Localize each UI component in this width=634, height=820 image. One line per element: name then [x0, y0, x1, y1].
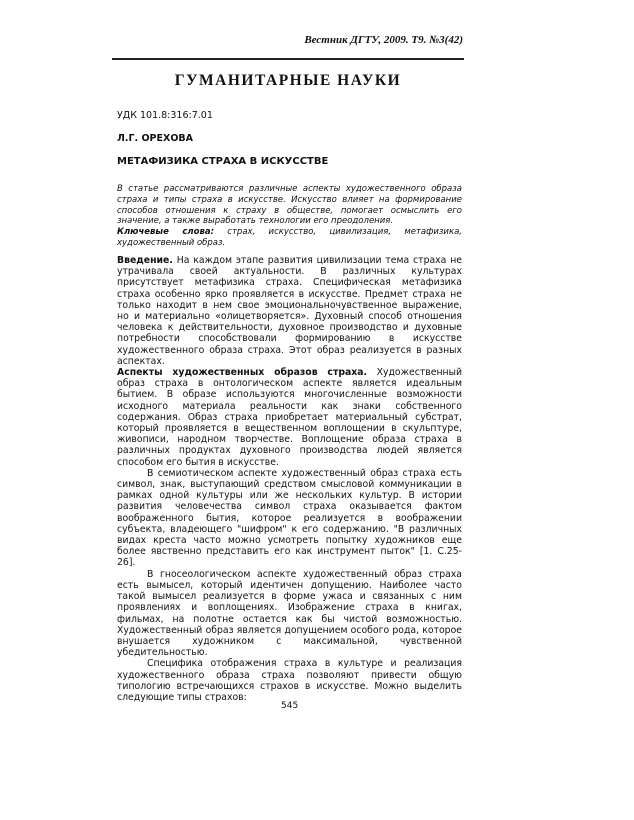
intro-lead: Введение.: [117, 255, 173, 266]
section-title: ГУМАНИТАРНЫЕ НАУКИ: [174, 72, 402, 89]
aspects-text: Художественный образ страха в онтологическом аспекте является идеальным бытием. В образе используются многочисленные возможности исходного материала реальности как знаки собственного содержания. Образ страха приобретает материальный субстрат, который проявляется в вещественном воплощении в скульптуре, живописи, народном творчестве. Воплощение образа страха в различных продуктах духовного производства людей является способом его бытия в искусстве.: [117, 367, 462, 468]
keywords-label: Ключевые слова:: [117, 227, 215, 238]
article-title: МЕТАФИЗИКА СТРАХА В ИСКУССТВЕ: [117, 156, 329, 167]
author-name: Л.Г. ОРЕХОВА: [117, 133, 193, 144]
page-number: 545: [281, 701, 299, 711]
article-body: [117, 255, 462, 703]
abstract-text: В статье рассматриваются различные аспекты художественного образа страха и типы страха в искусстве. Искусство влияет на формирование способов отношения к страху в обществе, помогает осмыслить его значение, а также выработать технологии его преодоления.: [117, 184, 462, 227]
paragraph-aspects: [117, 367, 462, 468]
paragraph-typology: Специфика отображения страха в культуре и реализация художественного образа страха позволяют привести общую типологию встречающихся страхов в искусстве. Можно выделить следующие типы страхов:: [117, 658, 462, 703]
udk-code: УДК 101.8:316:7.01: [117, 110, 213, 121]
paragraph-intro: [117, 255, 462, 367]
paragraph-semiotic: В семиотическом аспекте художественный образ страха есть символ, знак, выступающий средством смысловой коммуникации в рамках одной культуры или же нескольких культур. В истории развития человечества символ страха оказывается фактом воображенного бытия, которое реализуется в воображении субъекта, владеющего "шифром" к его содержанию. "В различных видах креста часто можно усмотреть попытку художников еще более явственно представить его как инструмент пыток" [1. С.25-26].: [117, 467, 462, 569]
paragraph-gnoseological: В гносеологическом аспекте художественный образ страха есть вымысел, который идентичен допущению. Наиболее часто такой вымысел реализуется в форме ужаса и связанных с ним проявлениях и воплощениях. Изображение страха в книгах, фильмах, на полотне остается как бы чистой возможностью. Художественный образ является допущением особого рода, которое внушается художником с максимальной, чувственной убедительностью.: [117, 568, 462, 659]
keywords-line: [117, 227, 462, 249]
intro-text: На каждом этапе развития цивилизации тема страха не утрачивала своей актуальности. В различных культурах присутствует метафизика страха. Специфическая метафизика страха особенно ярко проявляется в искусстве. Предмет страха не только находит в нем свое эмоциональночувственное выражение, но и материально «олицетворяется». Духовный способ отношения человека к действительности, духовное производство и духовные потребности способствовали формированию в искусстве художественного образа страха. Этот образ реализуется в разных аспектах.: [117, 255, 462, 367]
journal-header: Вестник ДГТУ, 2009. Т9. №3(42): [304, 34, 463, 46]
aspects-lead: Аспекты художественных образов страха.: [117, 367, 368, 379]
header-rule: [112, 58, 464, 60]
abstract-block: [117, 184, 462, 249]
keywords-list: страх, искусство, цивилизация, метафизика, художественный образ.: [117, 227, 462, 248]
